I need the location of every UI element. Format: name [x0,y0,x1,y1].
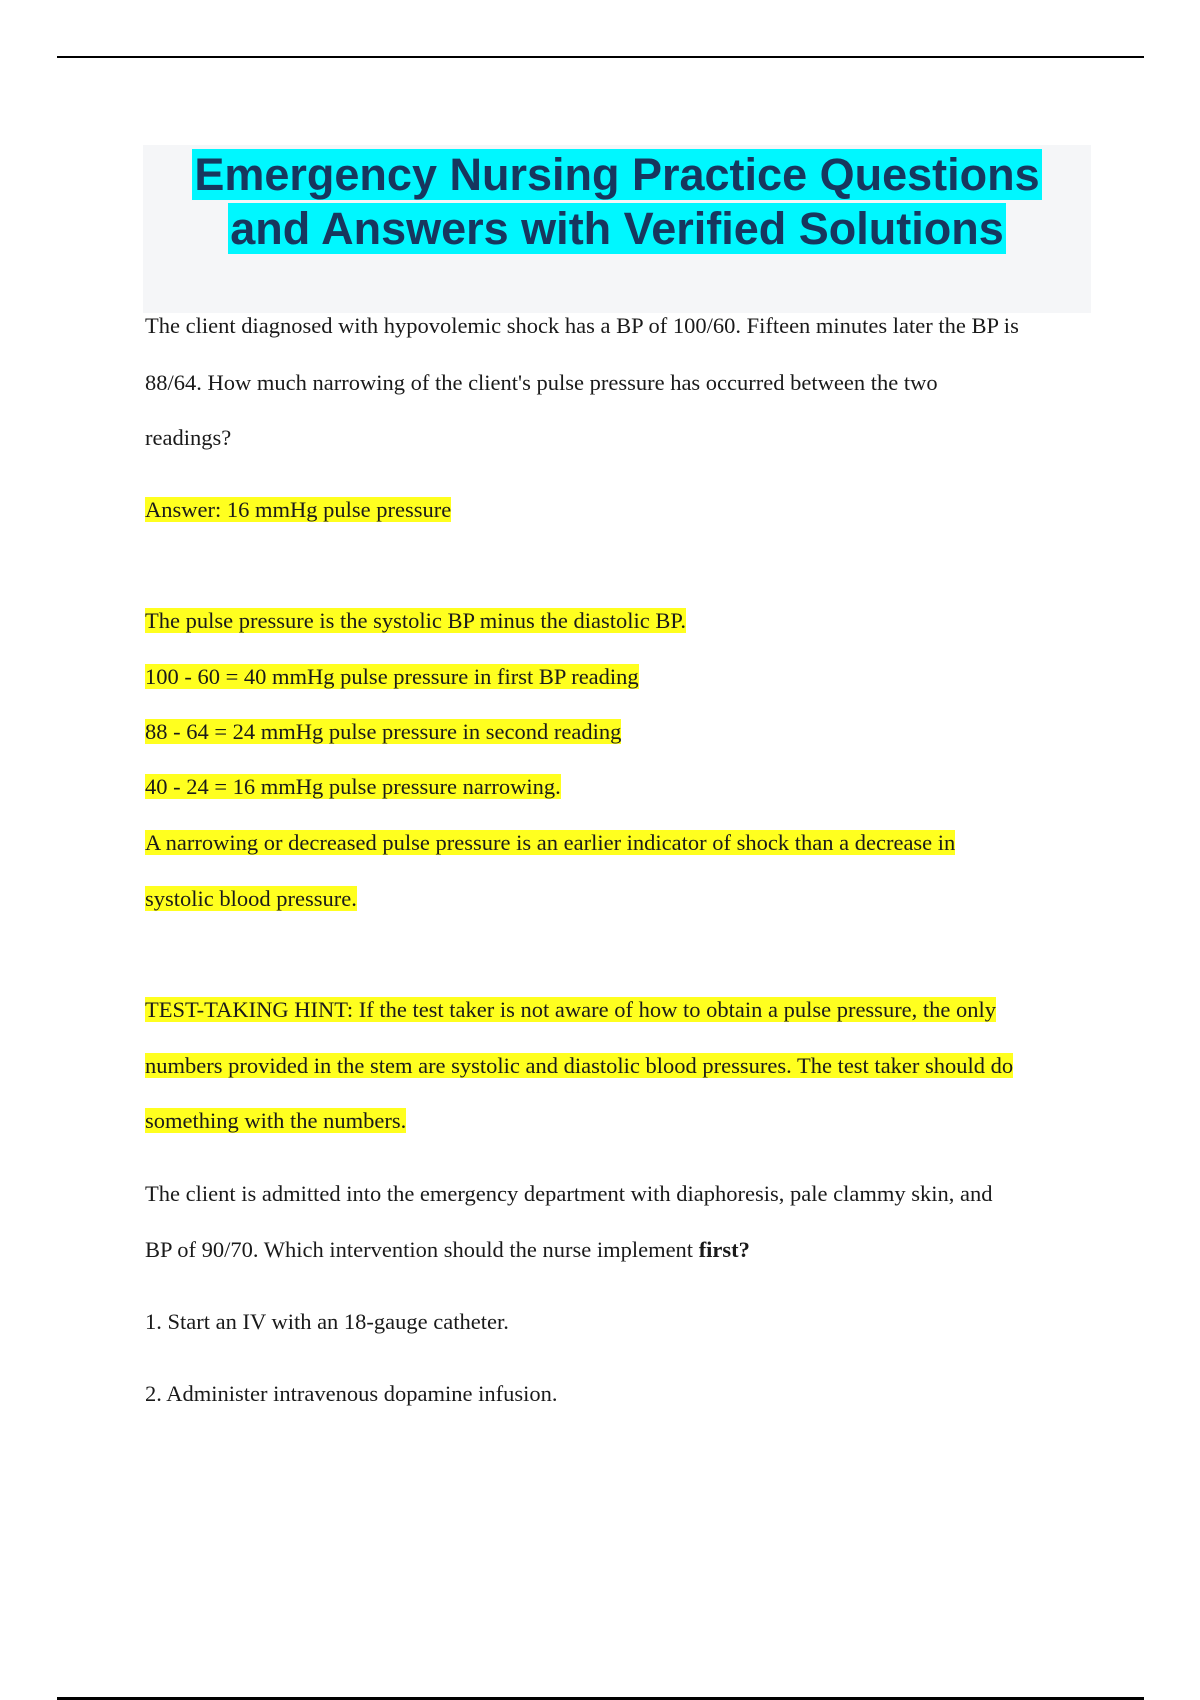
question-2-line-2: BP of 90/70. Which intervention should the nurse implement first? [145,1237,750,1262]
document-title [143,148,1091,256]
hint-line-1: TEST-TAKING HINT: If the test taker is not aware of how to obtain a pulse pressure, the only [145,997,997,1022]
rationale-line-4: 40 - 24 = 16 mmHg pulse pressure narrowing. [145,774,561,799]
top-rule [57,56,1144,58]
title-line-2: and Answers with Verified Solutions [230,203,1004,254]
rationale-line-1: The pulse pressure is the systolic BP minus the diastolic BP. [145,608,687,633]
title-line-1: Emergency Nursing Practice Questions [194,149,1040,200]
rationale-line-5: A narrowing or decreased pulse pressure is an earlier indicator of shock than a decrease in [145,830,956,855]
option-1: 1. Start an IV with an 18-gauge catheter. [145,1309,509,1334]
question-1-line-3: readings? [145,425,232,450]
rationale-line-2: 100 - 60 = 40 mmHg pulse pressure in first BP reading [145,664,639,689]
question-1-line-2: 88/64. How much narrowing of the client's pulse pressure has occurred between the two [145,370,938,395]
question-1-line-1: The client diagnosed with hypovolemic shock has a BP of 100/60. Fifteen minutes later the BP is [145,313,1019,338]
emphasis-first: first? [698,1237,750,1262]
answer-1: Answer: 16 mmHg pulse pressure [145,497,452,522]
question-2-line-1: The client is admitted into the emergency department with diaphoresis, pale clammy skin, and [145,1181,993,1206]
option-2: 2. Administer intravenous dopamine infusion. [145,1381,558,1406]
rationale-line-6: systolic blood pressure. [145,886,357,911]
hint-line-2: numbers provided in the stem are systolic and diastolic blood pressures. The test taker should do [145,1053,1014,1078]
rationale-line-3: 88 - 64 = 24 mmHg pulse pressure in second reading [145,719,622,744]
hint-line-3: something with the numbers. [145,1108,407,1133]
